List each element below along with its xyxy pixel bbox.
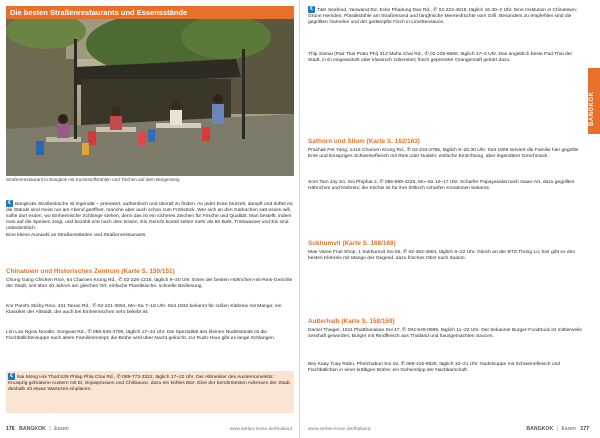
restaurant-entry: Lim Lao Ngow Noodle, Songwat Rd., ✆ 080-646-4790, täglich 17–24 Uhr. Die Spezialität des kleinen Nudelstands ist die Fischbällchensuppe nach altem Familienrezept; die Brühe wird über Nacht gekocht, zur Rush-Hour gibt es lange Schlangen. (6, 330, 276, 342)
sathorn-entry: Som Tam Jay So, Soi Phiphat 2, ✆ 085-999-4225, Mo–Sa 10–17 Uhr. Scharfer Papayasalat nach Isaan-Art, dazu gegrilltes Hähnchen und Klebreis; die Köchin ist für ihre höllisch scharfen Kreationen bekannt. (308, 180, 575, 192)
footer-city: BANGKOK (19, 426, 46, 432)
footer-url: www.stefan-loose.de/thailand (229, 427, 292, 432)
thip-samai-entry: Thip Samai (Pad Thai Pratu Phi) 313 Maha Chai Rd., ✆ 02-226-6666, täglich 17–2 Uhr. Das angeblich beste Pad Thai der Stadt, in Ei eingewickelt oder klassisch zubereitet; frisch gepresster Orangensaft gehört dazu. (308, 52, 573, 64)
side-tab-label: BANGKOK (589, 91, 595, 126)
intro-tail: Eine kleine Auswahl an Straßenständen und Straßenrestaurants: (6, 233, 147, 239)
footer-section: Essen (54, 426, 69, 432)
footer-section: Essen (561, 426, 576, 432)
tk-seafood-text: T&K Seafood, Yaowarat Rd. Ecke Phadung Dao Rd., ✆ 02-223-4519, täglich 16.30–2 Uhr. Eine Institution in Chinatown: Grüne Hemden, Plastikstühle am Straßenrand und fangfrische Meeresfrüchte vom Grill. Besonders zu empfehlen sind die gegrillten Garnelen und der gedämpfte Fisch in Limettensauce. (308, 7, 578, 25)
intro-text: Bangkoks Straßenküche ist legendär – preiswert, authentisch und überall zu finden. An jeder Ecke brutzelt, dampft und duftet es; die Stände sind meist nur am Abend geöffnet, manche aber auch schon zum Frühstück. Wer sich an den Garküchen satt essen will, sollte dort essen, wo Einheimische Schlange stehen, denn das ist ein sicheres Zeichen für Frische und Qualität. Man bestellt, indem man auf die Speisen zeigt, und bezahlt erst nach dem Essen. Ein Gericht kostet selten mehr als 60 Baht. Trinkwasser und Eis sind unbedenklich. (6, 201, 294, 232)
section-heading-chinatown: Chinatown und Historisches Zentrum (Karte S. 150/151) (6, 268, 175, 275)
footer-separator: | (49, 426, 51, 432)
footer-city: BANGKOK (526, 426, 554, 432)
section-heading-outside: Außerhalb (Karte S. 158/159) (308, 318, 395, 325)
chapter-side-tab (588, 68, 600, 134)
street-scene-illustration (6, 19, 294, 176)
section-heading-sathorn: Sathorn und Silom (Karte S. 162/163) (308, 138, 420, 145)
outside-entry: Bey Kaay Tuay Rabu, Phetchaburi Soi 15, ✆ 089-416-9825, täglich 10–21 Uhr. Nudelsuppe mit Schweinefleisch und Fischbällchen in einer kräftigen Brühe; ein Geheimtipp der Nachbarschaft. (308, 362, 561, 374)
page-footer-left (6, 426, 69, 432)
sukhumvit-entry: Mae Varee Fruit Shop, 1 Sukhumvit Soi 55, ✆ 02-392-4804, täglich 6–22 Uhr. Gleich an der BTS Thong Lo; hier gibt es den besten Klebreis mit Mango der Gegend, dazu frisches Obst nach Saison. (308, 250, 576, 262)
section-header: Die besten Straßenrestaurants und Essensstände (6, 6, 294, 19)
budget-marker-icon: € (6, 200, 13, 207)
budget-marker-icon: € (8, 373, 15, 380)
budget-marker-icon: € (308, 6, 315, 13)
intro-paragraph (6, 200, 296, 239)
footer-separator: | (556, 426, 559, 432)
photo-caption: Straßenrestaurant in Bangkok mit Kunststoffstühlen und Tischen auf dem Bürgersteig (6, 177, 180, 182)
footer-url: www.stefan-loose.de/thailand (308, 427, 371, 432)
highlight-entry (8, 373, 292, 393)
section-heading-sukhumvit: Sukhumvit (Karte S. 168/169) (308, 240, 396, 247)
right-page (300, 0, 600, 438)
street-restaurant-photo (6, 19, 294, 176)
outside-entry: Daniel Thaiger, 1511 Phatthanakan Soi 47, ✆ 084-549-0995, täglich 11–22 Uhr. Der bekannte Burger-Foodtruck ist mittlerweile sesshaft geworden; Burger mit Rindfleisch aus Thailand und hausgemachten Saucen. (308, 328, 583, 340)
page-number: 176 (6, 426, 15, 432)
restaurant-entry: Chong Gang Chicken Rice, 64 Charoen Krung Rd., ✆ 02-226-1215, täglich 9–20 Uhr. Eines der besten Hühnchen-mit-Reis-Gerichte der Stadt, seit über 40 Jahren am gleichen Ort; einfache Plastiktische, schnelle Bedienung. (6, 278, 293, 290)
page-number: 177 (580, 426, 589, 432)
sathorn-entry: Prachak Pet Yang, 1415 Charoen Krung Rd., ✆ 02-234-3755, täglich 8–20.30 Uhr. Seit 1909 serviert die Familie hier gegrillte Ente und knuspriges Schweinefleisch mit Reis oder Nudeln; einfache Einrichtung, aber legendärer Geschmack. (308, 148, 579, 160)
restaurant-entry: Kor Panit's Sticky Rice, 431 Tanao Rd., ✆ 02-221-3554, Mo–Sa 7–18 Uhr. Seit 1932 bekannt für süßen Klebreis mit Mango; ein Klassiker der Altstadt, der auch bei Einheimischen sehr beliebt ist. (6, 304, 282, 316)
page-footer-right (526, 426, 592, 432)
highlight-text: Nai Mong Hoi Thod 539 Phlap Phla Chai Rd., ✆ 089-773-3322, täglich 17–22 Uhr. Der Altmeister des Austernomeletts: Knusprig gebratene Austern mit Ei, Sojasprossen und Chilisauce, dazu ein kühles Bier. Eine der berühmtesten Adressen der Stadt, deshalb oft etwas Wartezeit einplanen. (8, 374, 292, 392)
tk-seafood-entry (308, 6, 583, 26)
